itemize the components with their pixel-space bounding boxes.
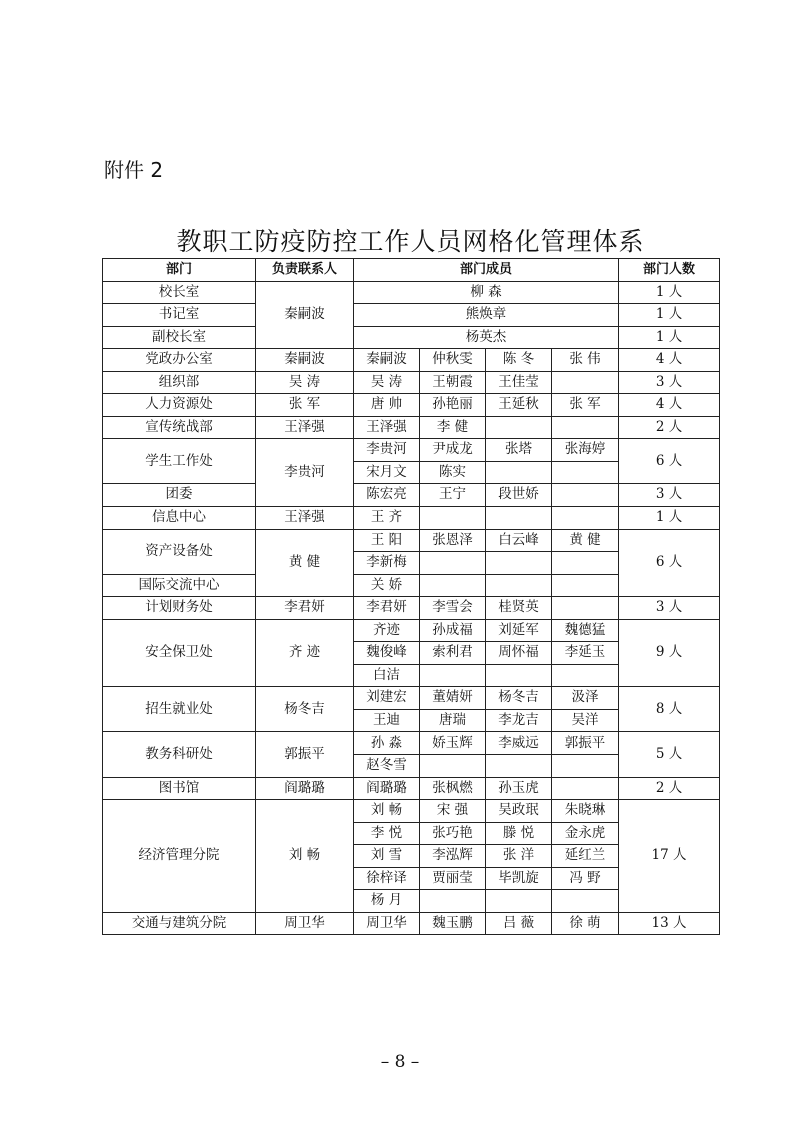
member-cell: 李 健 bbox=[420, 416, 486, 439]
member-cell: 张枫燃 bbox=[420, 777, 486, 800]
member-cell: 魏德猛 bbox=[552, 619, 619, 642]
member-cell: 王宁 bbox=[420, 484, 486, 507]
member-cell: 关 娇 bbox=[354, 574, 420, 597]
contact-name: 黄 健 bbox=[256, 529, 354, 597]
member-cell: 王延秋 bbox=[486, 394, 552, 417]
dept-name: 资产设备处 bbox=[103, 529, 256, 574]
member-cell: 汲泽 bbox=[552, 687, 619, 710]
member-cell: 张 洋 bbox=[486, 845, 552, 868]
member-cell: 滕 悦 bbox=[486, 822, 552, 845]
contact-name: 周卫华 bbox=[256, 912, 354, 935]
header-count: 部门人数 bbox=[619, 259, 720, 282]
dept-count: 6 人 bbox=[619, 439, 720, 484]
member-cell bbox=[552, 664, 619, 687]
dept-name: 招生就业处 bbox=[103, 687, 256, 732]
member-cell bbox=[552, 507, 619, 530]
member-cell: 杨 月 bbox=[354, 890, 420, 913]
member-cell: 张海婷 bbox=[552, 439, 619, 462]
member-cell: 李威远 bbox=[486, 732, 552, 755]
member-cell: 吕 薇 bbox=[486, 912, 552, 935]
table-row bbox=[103, 439, 720, 462]
member-cell: 孙玉虎 bbox=[486, 777, 552, 800]
member-cell: 宋 强 bbox=[420, 800, 486, 823]
member-cell: 李龙吉 bbox=[486, 709, 552, 732]
dept-count: 1 人 bbox=[619, 281, 720, 304]
table-row bbox=[103, 507, 720, 530]
dept-count: 1 人 bbox=[619, 507, 720, 530]
member-cell: 段世娇 bbox=[486, 484, 552, 507]
contact-name: 李君妍 bbox=[256, 597, 354, 620]
member-cell: 陈宏亮 bbox=[354, 484, 420, 507]
member-cell: 金永虎 bbox=[552, 822, 619, 845]
member-cell: 李贵河 bbox=[354, 439, 420, 462]
member-cell bbox=[486, 507, 552, 530]
dept-name: 教务科研处 bbox=[103, 732, 256, 777]
member-cell: 周怀福 bbox=[486, 642, 552, 665]
member-cell: 李 悦 bbox=[354, 822, 420, 845]
member-cell bbox=[552, 552, 619, 575]
member-cell bbox=[552, 890, 619, 913]
dept-name: 宣传统战部 bbox=[103, 416, 256, 439]
member-cell: 吴洋 bbox=[552, 709, 619, 732]
header-dept: 部门 bbox=[103, 259, 256, 282]
attachment-label: 附件 2 bbox=[104, 158, 164, 182]
dept-count: 2 人 bbox=[619, 416, 720, 439]
dept-count: 2 人 bbox=[619, 777, 720, 800]
dept-count: 4 人 bbox=[619, 394, 720, 417]
contact-name: 吴 涛 bbox=[256, 371, 354, 394]
member-cell: 刘建宏 bbox=[354, 687, 420, 710]
member-cell: 李雪会 bbox=[420, 597, 486, 620]
dept-name: 副校长室 bbox=[103, 326, 256, 349]
member-cell: 唐 帅 bbox=[354, 394, 420, 417]
dept-name: 信息中心 bbox=[103, 507, 256, 530]
table-row bbox=[103, 394, 720, 417]
member-cell: 徐 萌 bbox=[552, 912, 619, 935]
member-cell: 宋月文 bbox=[354, 461, 420, 484]
member-cell: 孙 淼 bbox=[354, 732, 420, 755]
member-cell: 王 齐 bbox=[354, 507, 420, 530]
member-cell: 张 军 bbox=[552, 394, 619, 417]
member-cell: 尹成龙 bbox=[420, 439, 486, 462]
member-cell bbox=[486, 574, 552, 597]
member-cell: 刘 雪 bbox=[354, 845, 420, 868]
contact-name: 刘 畅 bbox=[256, 800, 354, 913]
dept-name: 书记室 bbox=[103, 304, 256, 327]
table-row bbox=[103, 800, 720, 823]
member-cell: 王朝霞 bbox=[420, 371, 486, 394]
dept-name: 计划财务处 bbox=[103, 597, 256, 620]
dept-count: 9 人 bbox=[619, 619, 720, 687]
member-cell bbox=[486, 755, 552, 778]
member-cell bbox=[552, 461, 619, 484]
table-row bbox=[103, 281, 720, 304]
member-cell: 白云峰 bbox=[486, 529, 552, 552]
member-cell: 张 伟 bbox=[552, 349, 619, 372]
member-cell: 周卫华 bbox=[354, 912, 420, 935]
dept-name: 团委 bbox=[103, 484, 256, 507]
member-cell: 吴政珉 bbox=[486, 800, 552, 823]
member-cell: 李君妍 bbox=[354, 597, 420, 620]
member-cell: 孙成福 bbox=[420, 619, 486, 642]
dept-name: 党政办公室 bbox=[103, 349, 256, 372]
member-cell bbox=[486, 664, 552, 687]
member-cell bbox=[552, 371, 619, 394]
dept-count: 6 人 bbox=[619, 529, 720, 597]
member-cell: 张塔 bbox=[486, 439, 552, 462]
member-cell: 杨冬吉 bbox=[486, 687, 552, 710]
dept-name: 国际交流中心 bbox=[103, 574, 256, 597]
member-cell: 毕凯旋 bbox=[486, 867, 552, 890]
member-cell: 魏玉鹏 bbox=[420, 912, 486, 935]
dept-count: 17 人 bbox=[619, 800, 720, 913]
member-cell bbox=[552, 574, 619, 597]
table-row bbox=[103, 484, 720, 507]
member-cell bbox=[486, 552, 552, 575]
page-number: – 8 – bbox=[380, 1052, 420, 1072]
contact-name: 齐 迹 bbox=[256, 619, 354, 687]
table-row bbox=[103, 326, 720, 349]
member-cell bbox=[420, 890, 486, 913]
dept-name: 组织部 bbox=[103, 371, 256, 394]
dept-count: 3 人 bbox=[619, 597, 720, 620]
member-cell: 陈 冬 bbox=[486, 349, 552, 372]
member-cell bbox=[486, 416, 552, 439]
member-cell: 赵冬雪 bbox=[354, 755, 420, 778]
member-cell: 贾丽莹 bbox=[420, 867, 486, 890]
member-cell: 王佳莹 bbox=[486, 371, 552, 394]
member-cell: 娇玉辉 bbox=[420, 732, 486, 755]
member-cell: 延红兰 bbox=[552, 845, 619, 868]
contact-name: 张 军 bbox=[256, 394, 354, 417]
member-cell: 熊焕章 bbox=[354, 304, 619, 327]
member-cell bbox=[420, 552, 486, 575]
member-cell bbox=[486, 461, 552, 484]
member-cell bbox=[420, 574, 486, 597]
contact-name: 李贵河 bbox=[256, 439, 354, 507]
dept-name: 安全保卫处 bbox=[103, 619, 256, 687]
member-cell: 王泽强 bbox=[354, 416, 420, 439]
dept-name: 经济管理分院 bbox=[103, 800, 256, 913]
member-cell: 吴 涛 bbox=[354, 371, 420, 394]
member-cell: 杨英杰 bbox=[354, 326, 619, 349]
contact-name: 秦嗣波 bbox=[256, 281, 354, 349]
dept-name: 交通与建筑分院 bbox=[103, 912, 256, 935]
table-row bbox=[103, 371, 720, 394]
member-cell: 陈实 bbox=[420, 461, 486, 484]
member-cell bbox=[552, 416, 619, 439]
member-cell: 秦嗣波 bbox=[354, 349, 420, 372]
contact-name: 王泽强 bbox=[256, 507, 354, 530]
member-cell: 刘延军 bbox=[486, 619, 552, 642]
member-cell: 桂贤英 bbox=[486, 597, 552, 620]
table-row bbox=[103, 349, 720, 372]
member-cell bbox=[552, 484, 619, 507]
dept-name: 图书馆 bbox=[103, 777, 256, 800]
staff-grid-table bbox=[102, 258, 720, 935]
dept-name: 人力资源处 bbox=[103, 394, 256, 417]
table-row bbox=[103, 416, 720, 439]
dept-count: 5 人 bbox=[619, 732, 720, 777]
member-cell: 魏俊峰 bbox=[354, 642, 420, 665]
member-cell: 董婧妍 bbox=[420, 687, 486, 710]
member-cell: 张巧艳 bbox=[420, 822, 486, 845]
contact-name: 杨冬吉 bbox=[256, 687, 354, 732]
table-header-row bbox=[103, 259, 720, 282]
member-cell: 孙艳丽 bbox=[420, 394, 486, 417]
member-cell: 齐迹 bbox=[354, 619, 420, 642]
member-cell: 唐瑞 bbox=[420, 709, 486, 732]
document-title: 教职工防疫防控工作人员网格化管理体系 bbox=[176, 227, 645, 256]
member-cell: 李延玉 bbox=[552, 642, 619, 665]
member-cell bbox=[486, 890, 552, 913]
member-cell: 柳 森 bbox=[354, 281, 619, 304]
table-row bbox=[103, 304, 720, 327]
contact-name: 王泽强 bbox=[256, 416, 354, 439]
contact-name: 郭振平 bbox=[256, 732, 354, 777]
dept-count: 8 人 bbox=[619, 687, 720, 732]
table-row bbox=[103, 777, 720, 800]
member-cell: 张恩泽 bbox=[420, 529, 486, 552]
member-cell: 朱晓琳 bbox=[552, 800, 619, 823]
contact-name: 阎璐璐 bbox=[256, 777, 354, 800]
header-members: 部门成员 bbox=[354, 259, 619, 282]
member-cell: 仲秋雯 bbox=[420, 349, 486, 372]
member-cell: 白洁 bbox=[354, 664, 420, 687]
member-cell: 郭振平 bbox=[552, 732, 619, 755]
table-row bbox=[103, 687, 720, 710]
dept-count: 1 人 bbox=[619, 304, 720, 327]
dept-count: 1 人 bbox=[619, 326, 720, 349]
member-cell: 李泓辉 bbox=[420, 845, 486, 868]
dept-count: 3 人 bbox=[619, 484, 720, 507]
dept-count: 3 人 bbox=[619, 371, 720, 394]
table-row bbox=[103, 529, 720, 552]
member-cell: 王迪 bbox=[354, 709, 420, 732]
member-cell: 刘 畅 bbox=[354, 800, 420, 823]
member-cell: 阎璐璐 bbox=[354, 777, 420, 800]
dept-count: 4 人 bbox=[619, 349, 720, 372]
member-cell bbox=[420, 507, 486, 530]
contact-name: 秦嗣波 bbox=[256, 349, 354, 372]
member-cell bbox=[552, 777, 619, 800]
member-cell bbox=[420, 755, 486, 778]
table-row bbox=[103, 732, 720, 755]
table-row bbox=[103, 597, 720, 620]
member-cell: 李新梅 bbox=[354, 552, 420, 575]
member-cell: 冯 野 bbox=[552, 867, 619, 890]
table-row bbox=[103, 619, 720, 642]
member-cell: 索利君 bbox=[420, 642, 486, 665]
member-cell: 徐梓译 bbox=[354, 867, 420, 890]
dept-count: 13 人 bbox=[619, 912, 720, 935]
member-cell bbox=[552, 755, 619, 778]
dept-name: 学生工作处 bbox=[103, 439, 256, 484]
header-contact: 负责联系人 bbox=[256, 259, 354, 282]
member-cell bbox=[552, 597, 619, 620]
dept-name: 校长室 bbox=[103, 281, 256, 304]
member-cell: 王 阳 bbox=[354, 529, 420, 552]
member-cell bbox=[420, 664, 486, 687]
member-cell: 黄 健 bbox=[552, 529, 619, 552]
table-row bbox=[103, 912, 720, 935]
